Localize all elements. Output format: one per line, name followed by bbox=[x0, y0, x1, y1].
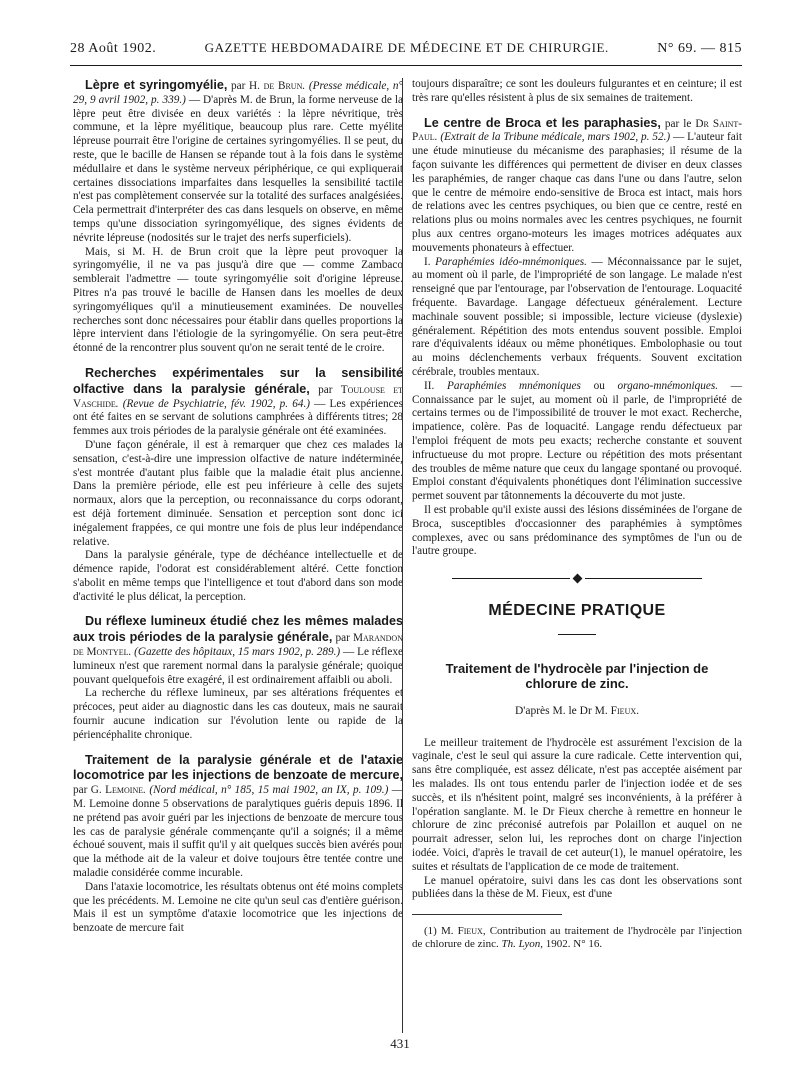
section-rule bbox=[558, 634, 596, 635]
article-title: Traitement de l'hydrocèle par l'injection de chlorure de zinc. bbox=[445, 660, 709, 691]
footnote-mark: (1) M. bbox=[424, 925, 458, 938]
header-date: 28 Août 1902. bbox=[70, 41, 157, 56]
article-title: Recherches expérimentales sur la sensibilité olfactive dans la paralysie générale, bbox=[73, 365, 403, 396]
byline-end: . bbox=[636, 704, 640, 717]
article-paragraph: Mais, si M. H. de Brun croit que la lèpre peut provoquer la syringomyélie, il ne va pas jusqu'à dire que — comme Zambaco semblerait l'admettre — toute syringomyélie soit d'origine lépreuse. Pitres n'a pas trouvé le bacille de Hansen dans les moelles de deux syringomyéliques qu'il a minutieusement examinées. De nouvelles recherches sont donc nécessaires pour établir dans quelles proportions la lèpre intervient dans l'étiologie de la syringomyélie. On sera peut-être étonné de la rencontrer plus souvent qu'on ne serait tenté de le croire. bbox=[73, 245, 403, 355]
article-paragraph: La recherche du réflexe lumineux, par ses altérations fréquentes et précoces, peut aider au diagnostic dans les cas douteux, mais ne saurait fournir aucune indication sur l'évolution lente ou rapide de la périencéphalite chronique. bbox=[73, 687, 403, 741]
article-paragraph: D'une façon générale, il est à remarquer que chez ces malades la sensation, c'est-à-dire une impression olfactive de nature indéterminée, s'est montrée d'autant plus faible que la maladie était plus ancienne. Dans la première période, elle est peu inférieure à celle des sujets normaux, alors que la perception, ou reconnaissance du corps odorant, est déjà fortement diminuée. Sensation et perception sont donc ici inégalement frappées, ce qui montre une fois de plus leur indépendance relative. bbox=[73, 438, 403, 548]
list-item-label: Paraphémies idéo-mnémoniques. bbox=[435, 255, 587, 268]
footnote bbox=[412, 925, 742, 951]
article-author: H. de Brun bbox=[249, 80, 303, 92]
paragraph-text: — Le réflexe lumineux n'est que rarement normal dans la paralysie générale; quoique pouvant quelquefois être exagéré, il est ordinairement affaibli ou aboli. bbox=[73, 646, 403, 686]
paragraph-text: — D'après M. de Brun, la forme nerveuse de la lèpre peut être divisée en deux variétés : la lèpre névritique, très commune, et la lèpre myélitique, beaucoup plus rare. Cette myélite lépreuse pourrait être l'origine de certaines syringomyélies. Il se peut, du reste, que le bacille de Hansen se répande tout à la fois dans le système médullaire et dans le système nerveux périphérique, ce qui expliquerait certaines dissociations imparfaites dans lesquelles la sensibilité tactile n'est pas complètement conservée sur la totalité des surfaces analgésiées. Cela permettrait d'interpréter des cas dans lesquels on observe, en même temps qu'une dissociation syringomyélique, des signes évidents de névrite lépreuse (nodosités sur le trajet des nerfs superficiels). bbox=[73, 93, 403, 244]
paragraph-text: — L'auteur fait une étude minutieuse du mécanisme des paraphasies; il résume de la façon suivante les différences qui permettent de diviser en deux classes les paraphémies, de ranger chaque cas dans l'une ou dans l'autre, selon que le centre de mémoire endo-sensitive de Broca est intact, mais hors de relations avec les centres psychiques, ou bien que ce centre, resté en relations plus ou moins normales avec les centres psychiques, ne fournit plus aux centres organo-moteurs les images motrices adéquates aux mouvements phonateurs à effectuer. bbox=[412, 131, 742, 254]
article-author: Dr Saint-Paul bbox=[412, 117, 743, 144]
article-title: Lèpre et syringomyélie, bbox=[85, 78, 228, 92]
article-author: Toulouse et Vaschide bbox=[73, 383, 403, 410]
article-title: Du réflexe lumineux étudié chez les mêmes malades aux trois périodes de la paralysie générale, bbox=[73, 614, 403, 645]
article-reference: . (Extrait de la Tribune médicale, mars 1902, p. 52.) bbox=[434, 131, 671, 144]
article-paragraph: Le manuel opératoire, suivi dans les cas dont les observations sont publiées dans la thèse de M. Fieux, est d'une bbox=[412, 874, 742, 901]
article-paragraph bbox=[73, 614, 403, 687]
article-paragraph: Dans l'ataxie locomotrice, les résultats obtenus ont été moins complets que les précédents. M. Lemoine ne cite qu'un seul cas d'entière guérison. Mais il est un symptôme d'ataxie locomotrice que les injections de benzoate de mercure fait bbox=[73, 880, 403, 935]
continued-paragraph: toujours disparaître; ce sont les douleurs fulgurantes et en ceinture; il est très rare qu'elles résistent à plus de six semaines de traitement. bbox=[412, 78, 742, 104]
author-prefix: par le bbox=[660, 117, 696, 130]
section-title: MÉDECINE PRATIQUE bbox=[488, 602, 666, 620]
article-reference: . (Revue de Psychiatrie, fév. 1902, p. 64.) bbox=[115, 397, 311, 410]
author-prefix: par bbox=[309, 383, 341, 396]
header-issue-page: N° 69. — 815 bbox=[657, 41, 742, 56]
article-paragraph: Il est probable qu'il existe aussi des lésions disséminées de l'organe de Broca, susceptibles d'occasionner des paraphémies à symptômes complexes, avec ou sans prédominance des symptômes de l'un ou de l'autre groupe. bbox=[412, 503, 742, 558]
list-item-label: Paraphémies mnémoniques bbox=[447, 379, 581, 392]
byline-prefix: D'après M. le Dr M. bbox=[514, 704, 611, 717]
article-reflexe-lumineux bbox=[73, 614, 403, 742]
list-item-paraphemies-1 bbox=[412, 256, 742, 380]
header-journal-title: GAZETTE HEBDOMADAIRE DE MÉDECINE ET DE CHIRURGIE. bbox=[204, 40, 609, 55]
article-paragraph: Le meilleur traitement de l'hydrocèle est assurément l'excision de la vaginale, c'est le seul qui assure la cure radicale. Cette intervention qui, sans être compliquée, est assez délicate, n'est pas acceptée aisément par les malades. Ils ont tous entendu parler de l'injection iodée et de ses succès, et ils n'hésitent point, malgré ses inconvénients, à la préférer à l'opération sanglante. M. le Dr Fieux cherche à remettre en honneur le chlorure de zinc préconisé autrefois par Polaillon et auquel on ne pourrait adresser, selon lui, les reproches dont on charge l'injection iodée. Voici, d'après le travail de cet auteur(1), le manuel opératoire, les suites et résultats de l'application de ce mode de traitement. bbox=[412, 736, 742, 873]
article-paragraph bbox=[73, 753, 403, 881]
article-benzoate-mercure bbox=[73, 753, 403, 936]
column-divider bbox=[402, 78, 403, 1033]
footnote-text: , Contribution au traitement de l'hydrocèle par l'injection de chlorure de zinc. bbox=[412, 925, 743, 951]
footnote-rule bbox=[412, 914, 562, 915]
page-number: 431 bbox=[390, 1036, 410, 1051]
article-paragraph bbox=[73, 366, 403, 439]
article-paragraph bbox=[73, 78, 403, 246]
byline-author: Fieux bbox=[610, 704, 637, 717]
right-column bbox=[412, 78, 742, 952]
author-prefix: par bbox=[227, 80, 250, 92]
article-reference: . (Nord médical, n° 185, 15 mai 1902, an IX, p. 109.) bbox=[143, 784, 389, 797]
header-rule bbox=[70, 65, 742, 66]
article-reference: . (Presse médicale, n° 29, 9 avril 1902, p. 339.) bbox=[73, 80, 403, 106]
article-lepre-syringomyelie bbox=[73, 78, 403, 356]
article-author: G. Lemoine bbox=[90, 784, 144, 797]
list-item-connector: ou bbox=[580, 379, 618, 392]
diamond-ornament-icon bbox=[572, 574, 582, 584]
article-author: Marandon de Montyel bbox=[73, 632, 403, 659]
list-item-label: organo-mnémoniques. bbox=[617, 379, 719, 392]
article-centre-broca bbox=[412, 116, 742, 560]
footnote-source: Th. Lyon bbox=[501, 938, 541, 951]
list-item-paraphemies-2 bbox=[412, 380, 742, 504]
author-prefix: par bbox=[332, 632, 353, 645]
article-paragraph: Dans la paralysie générale, type de déchéance intellectuelle et de démence rapide, l'odorat est considérablement altéré. Cette fonction s'abolit en même temps que l'intelligence et tout d'abord dans son mode d'activité le plus délicat, la perception. bbox=[73, 549, 403, 603]
author-prefix: par bbox=[73, 784, 91, 797]
running-head bbox=[70, 40, 742, 62]
section-ornament bbox=[452, 575, 702, 582]
list-item-text: — Connaissance par le sujet, au moment où il parle, de l'impropriété de certains termes ou de l'impossibilité de trouver le mot exact. Recherche, impatience, colère. Pas de loquacité. Langage rendu défectueux par l'emploi fréquent de mots peu exacts; recherche constante et souvent infructueuse du mot propre. Lecture ou répétition des mots présentant des troubles de même nature que ceux du langage spontané ou provoqué. Emploi constant d'équivalents phonétiques dont l'élimination successive permet souvent par tâtonnements la découverte du mot juste. bbox=[412, 379, 742, 503]
article-reference: . (Gazette des hôpitaux, 15 mars 1902, p. 289.) bbox=[128, 646, 341, 659]
article-title: Le centre de Broca et les paraphasies, bbox=[424, 115, 661, 130]
list-numeral: II. bbox=[424, 379, 447, 392]
list-numeral: I. bbox=[424, 255, 436, 268]
footnote-author: Fieux bbox=[457, 925, 483, 938]
article-title: Traitement de la paralysie générale et de l'ataxie locomotrice par les injections de benzoate de mercure, bbox=[73, 752, 403, 783]
article-paragraph bbox=[412, 116, 742, 256]
article-sensibilite-olfactive bbox=[73, 366, 403, 605]
left-column bbox=[73, 78, 403, 946]
paragraph-text: — Les expériences ont été faites en se servant de solutions camphrées à différents titres; 28 femmes aux trois périodes de la paralysie générale ont été examinées. bbox=[73, 397, 403, 438]
list-item-text: — Méconnaissance par le sujet, au moment où il parle, de l'impropriété de son langage. Le malade n'est renseigné que par l'entourage, par l'observation de l'entourage. Loquacité fréquente. Bavardage. Langage défectueux généralement. Lecture machinale souvent possible; si impossible, lecture vicieuse (dyslexie) généralement. Répétition des mots entendus souvent possible. Emploi rare d'équivalents idéaux ou même phonétiques. Embolophasie ou tout au moins déclenchements verbaux fréquents. Souvent excitation cérébrale, troubles mentaux. bbox=[412, 255, 742, 378]
footnote-end: , 1902. N° 16. bbox=[540, 938, 603, 951]
article-byline bbox=[412, 705, 742, 719]
paragraph-text: — M. Lemoine donne 5 observations de paralytiques guéris depuis 1896. Il ne prétend pas avoir guéri par les injections de benzoate de mercure tous les cas de paralysie générale commençante qu'il a soignés; il a même échoué souvent, mais il suffit qu'il y ait quelques succès bien avérés pour que la méthode ait de la valeur et doive toujours être tentée contre une maladie considérée comme incurable. bbox=[73, 784, 404, 880]
